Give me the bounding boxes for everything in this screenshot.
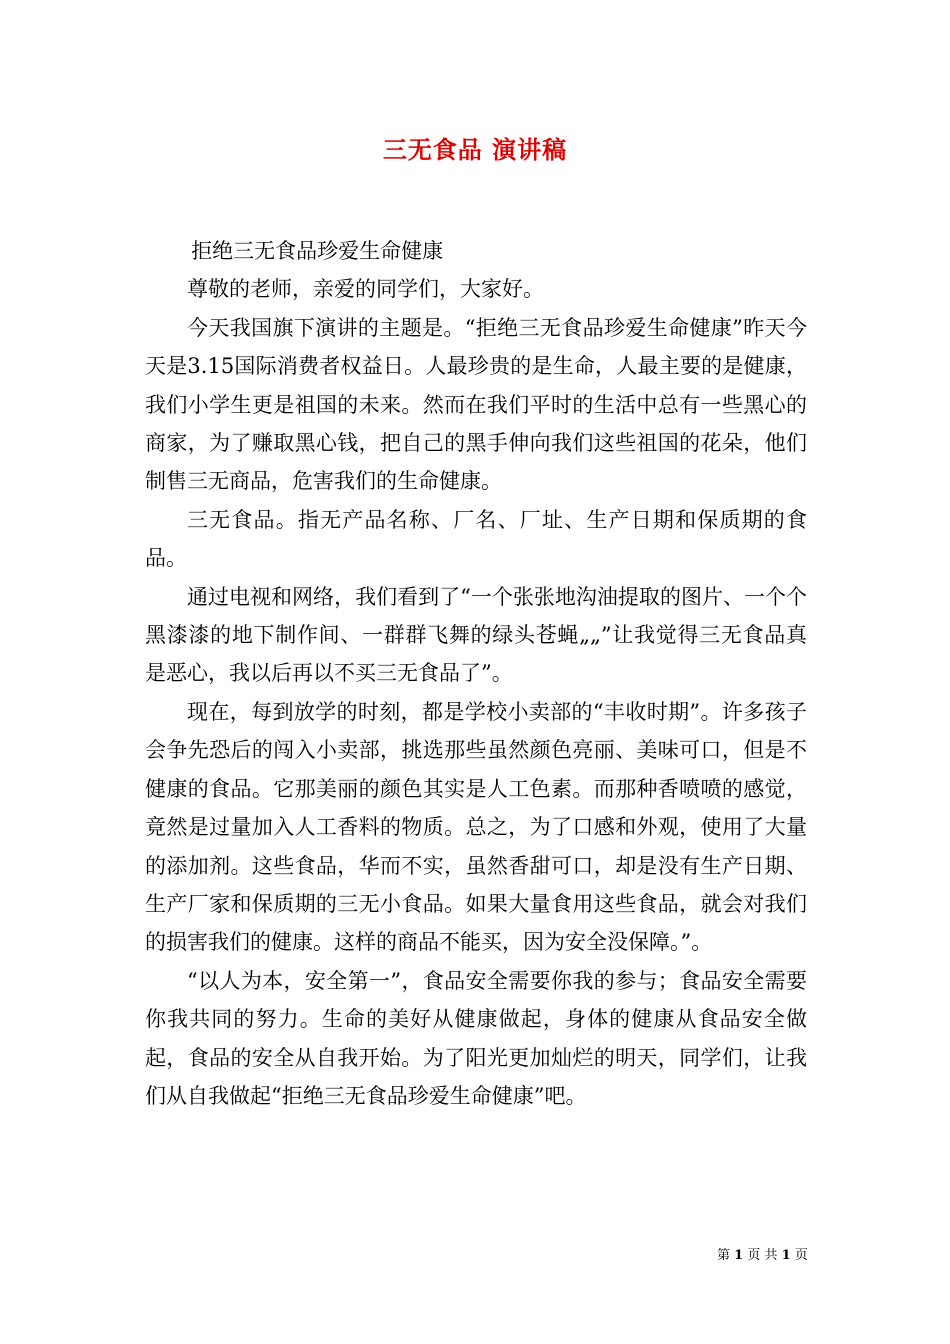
paragraph-greeting: 尊敬的老师，亲爱的同学们，大家好。 [187, 277, 544, 302]
footer-current-page: 1 [734, 1248, 744, 1263]
paragraph-topic: 今天我国旗下演讲的主题是。“拒绝三无食品珍爱生命健康”昨天今天是3.15国际消费者权益日。人最珍贵的是生命，人最主要的是健康，我们小学生更是祖国的未来。然而在我们平时的生活中总有一些黑心的商家，为了赚取黑心钱，把自己的黑手伸向我们这些祖国的花朵，他们制售三无商品，危害我们的生命健康。 [145, 315, 807, 494]
paragraph-school-shop: 现在，每到放学的时刻，都是学校小卖部的“丰收时期”。许多孩子会争先恐后的闯入小卖部，挑选那些虽然颜色亮丽、美味可口，但是不健康的食品。它那美丽的颜色其实是人工色素。而那种香喷喷的感觉，竟然是过量加入人工香料的物质。总之，为了口感和外观，使用了大量的添加剂。这些食品，华而不实，虽然香甜可口，却是没有生产日期、生产厂家和保质期的三无小食品。如果大量食用这些食品，就会对我们的损害我们的健康。这样的商品不能买，因为安全没保障。”。 [145, 699, 807, 955]
document-subtitle: 拒绝三无食品珍爱生命健康 [191, 239, 444, 263]
footer-total-pages: 1 [781, 1248, 791, 1263]
document-title: 三无食品 演讲稿 [382, 135, 568, 164]
footer-suffix: 页 [794, 1248, 808, 1263]
paragraph-definition: 三无食品。指无产品名称、厂名、厂址、生产日期和保质期的食品。 [145, 507, 807, 571]
footer-prefix: 第 [717, 1248, 731, 1263]
document-body [145, 232, 807, 1115]
paragraph-conclusion: “以人为本，安全第一”，食品安全需要你我的参与；食品安全需要你我共同的努力。生命的美好从健康做起，身体的健康从食品安全做起，食品的安全从自我开始。为了阳光更加灿烂的明天，同学们，让我们从自我做起“拒绝三无食品珍爱生命健康”吧。 [145, 968, 807, 1108]
paragraph-media: 通过电视和网络，我们看到了“一个张张地沟油提取的图片、一个个黑漆漆的地下制作间、一群群飞舞的绿头苍蝇„„”让我觉得三无食品真是恶心，我以后再以不买三无食品了”。 [145, 584, 807, 686]
footer-middle: 页 共 [747, 1248, 778, 1263]
page-number-footer [717, 1247, 808, 1265]
